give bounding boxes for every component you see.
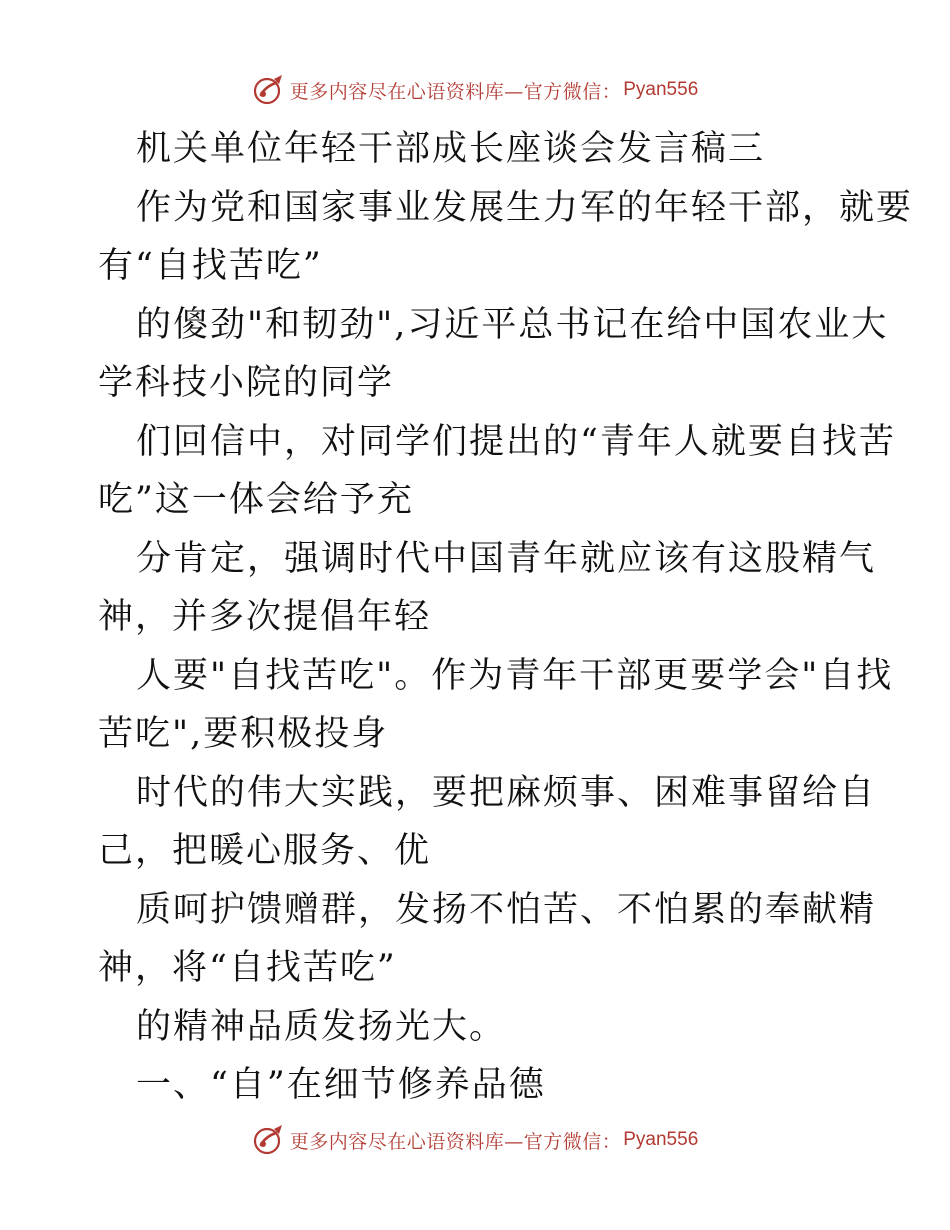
footer-watermark (0, 1120, 950, 1160)
paragraph-line: 吃”这一体会给予充 (98, 480, 414, 520)
paragraph-line: 分肯定，强调时代中国青年就应该有这股精气 (136, 538, 877, 579)
header-watermark (0, 70, 950, 110)
watermark-text: 更多内容尽在心语资料库—官方微信： (289, 1130, 622, 1153)
paragraph-line: 质呵护馈赠群，发扬不怕苦、不怕累的奉献精 (136, 889, 877, 930)
paragraph-line: 学科技小院的同学 (98, 363, 395, 403)
paragraph-line: 一、“自”在细节修养品德 (136, 1065, 546, 1105)
brush-logo-icon (252, 1123, 286, 1157)
paragraph-line: 神，并多次提倡年轻 (98, 597, 432, 637)
paragraph-line: 人要"自找苦吃"。作为青年干部更要学会"自找 (136, 655, 894, 696)
watermark-wechat-id: Pyan556 (623, 1129, 699, 1150)
paragraph-line: 时代的伟大实践，要把麻烦事、困难事留给自 (136, 772, 877, 813)
document-title: 机关单位年轻干部成长座谈会发言稿三 (136, 129, 766, 169)
paragraph-line: 作为党和国家事业发展生力军的年轻干部，就要 (136, 187, 914, 228)
watermark-wechat-id: Pyan556 (623, 79, 699, 100)
watermark-text: 更多内容尽在心语资料库—官方微信： (289, 80, 622, 103)
document-body (98, 120, 914, 1115)
paragraph-line: 有“自找苦吃” (98, 246, 323, 286)
paragraph-line: 的精神品质发扬光大。 (136, 1006, 507, 1047)
paragraph-line: 神，将“自找苦吃” (98, 948, 397, 988)
paragraph-line: 己，把暖心服务、优 (98, 831, 432, 871)
brush-logo-icon (252, 73, 286, 107)
paragraph-line: 苦吃",要积极投身 (98, 714, 389, 754)
paragraph-line: 的傻劲"和韧劲",习近平总书记在给中国农业大 (136, 304, 889, 345)
paragraph-line: 们回信中，对同学们提出的“青年人就要自找苦 (136, 421, 896, 462)
